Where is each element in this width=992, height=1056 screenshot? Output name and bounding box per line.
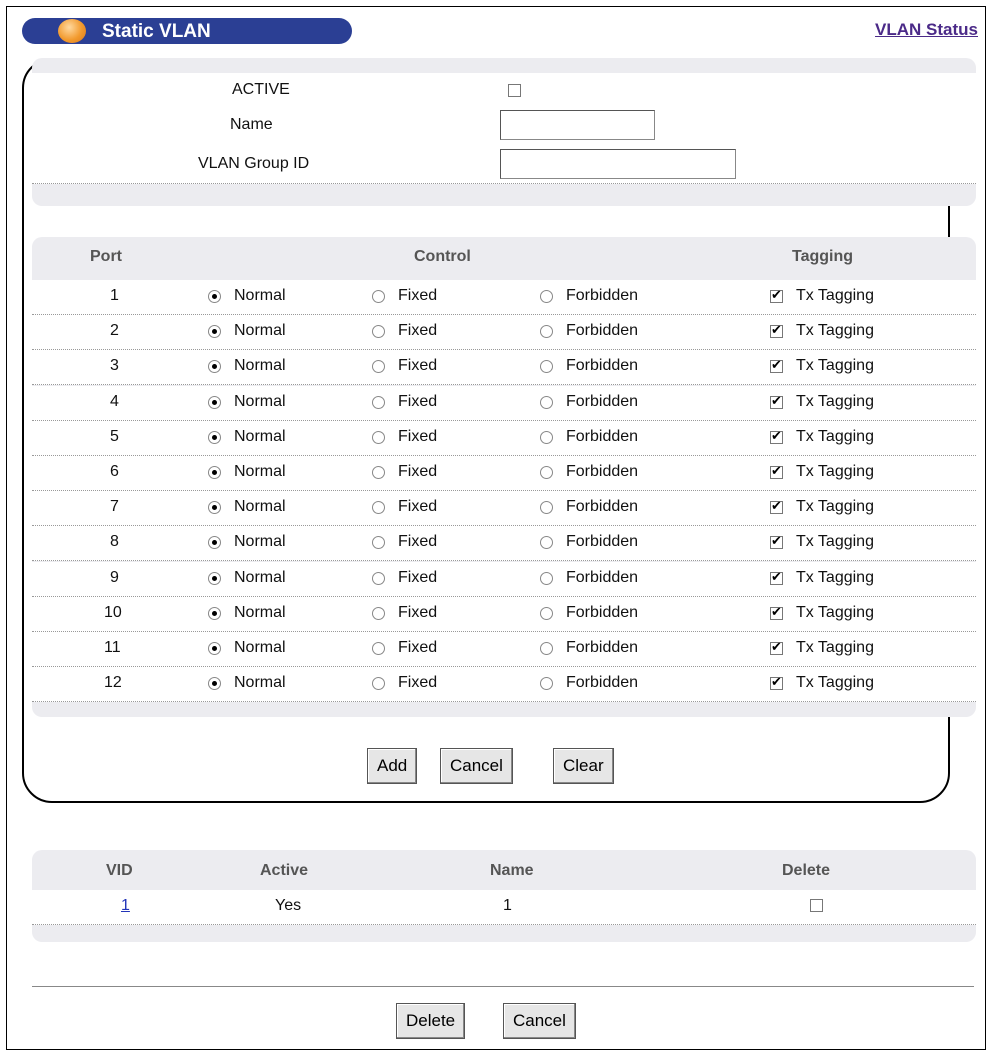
tx-tagging-checkbox[interactable]	[770, 325, 783, 338]
fixed-label: Fixed	[398, 427, 438, 445]
active-row	[32, 73, 976, 109]
forbidden-radio[interactable]	[540, 466, 553, 479]
normal-radio[interactable]	[208, 536, 221, 549]
fixed-radio[interactable]	[372, 677, 385, 690]
port-row	[32, 421, 976, 456]
fixed-label: Fixed	[398, 639, 438, 656]
port-number: 4	[110, 392, 119, 410]
tx-tagging-checkbox[interactable]	[770, 642, 783, 655]
normal-radio[interactable]	[208, 642, 221, 655]
forbidden-radio[interactable]	[540, 642, 553, 655]
fixed-radio[interactable]	[372, 501, 385, 514]
fixed-label: Fixed	[398, 357, 438, 375]
group-id-input[interactable]	[500, 149, 736, 179]
port-row	[32, 667, 976, 702]
port-number: 12	[104, 674, 122, 692]
fixed-label: Fixed	[398, 287, 438, 304]
forbidden-radio[interactable]	[540, 607, 553, 620]
port-number: 8	[110, 533, 119, 551]
tx-tagging-label: Tx Tagging	[796, 287, 874, 304]
vid-header: VID	[106, 862, 133, 879]
tx-tagging-label: Tx Tagging	[796, 533, 874, 551]
tagging-header: Tagging	[792, 248, 854, 265]
fixed-radio[interactable]	[372, 396, 385, 409]
forbidden-radio[interactable]	[540, 501, 553, 514]
tx-tagging-checkbox[interactable]	[770, 290, 783, 303]
name-row	[32, 108, 976, 144]
normal-label: Normal	[234, 568, 286, 586]
normal-radio[interactable]	[208, 501, 221, 514]
normal-label: Normal	[234, 287, 286, 304]
port-row	[32, 456, 976, 491]
fixed-label: Fixed	[398, 498, 438, 516]
group-id-row	[32, 143, 976, 184]
tx-tagging-checkbox[interactable]	[770, 396, 783, 409]
fixed-label: Fixed	[398, 392, 438, 410]
forbidden-label: Forbidden	[566, 498, 639, 516]
normal-radio[interactable]	[208, 396, 221, 409]
fixed-label: Fixed	[398, 322, 438, 340]
orb-icon	[58, 19, 86, 43]
fixed-label: Fixed	[398, 568, 438, 586]
fixed-radio[interactable]	[372, 572, 385, 585]
bottom-cancel-button[interactable]: Cancel	[503, 1003, 576, 1039]
port-header: Port	[90, 248, 122, 265]
active-label: ACTIVE	[232, 81, 290, 98]
forbidden-label: Forbidden	[566, 392, 639, 410]
port-number: 9	[110, 568, 119, 586]
port-row	[32, 350, 976, 385]
fixed-radio[interactable]	[372, 431, 385, 444]
normal-radio[interactable]	[208, 360, 221, 373]
vlan-name-value: 1	[503, 897, 512, 914]
fixed-label: Fixed	[398, 463, 438, 480]
vid-link[interactable]: 1	[121, 897, 130, 914]
port-row	[32, 597, 976, 632]
forbidden-radio[interactable]	[540, 290, 553, 303]
tx-tagging-label: Tx Tagging	[796, 427, 874, 445]
active-header: Active	[260, 862, 309, 879]
forbidden-label: Forbidden	[566, 427, 639, 445]
forbidden-label: Forbidden	[566, 568, 639, 586]
port-row	[32, 632, 976, 667]
forbidden-radio[interactable]	[540, 396, 553, 409]
fixed-radio[interactable]	[372, 360, 385, 373]
normal-label: Normal	[234, 322, 286, 340]
forbidden-radio[interactable]	[540, 360, 553, 373]
normal-radio[interactable]	[208, 572, 221, 585]
title-bar	[22, 18, 352, 44]
normal-label: Normal	[234, 498, 286, 516]
forbidden-radio[interactable]	[540, 677, 553, 690]
port-row	[32, 386, 976, 421]
port-row	[32, 526, 976, 561]
normal-radio[interactable]	[208, 466, 221, 479]
tx-tagging-label: Tx Tagging	[796, 357, 874, 375]
vlan-row	[32, 890, 976, 925]
port-number: 11	[104, 639, 121, 656]
normal-radio[interactable]	[208, 677, 221, 690]
normal-label: Normal	[234, 357, 286, 375]
normal-radio[interactable]	[208, 325, 221, 338]
forbidden-label: Forbidden	[566, 463, 639, 480]
normal-label: Normal	[234, 533, 286, 551]
normal-label: Normal	[234, 463, 286, 480]
port-row	[32, 315, 976, 350]
active-checkbox[interactable]	[508, 84, 521, 97]
normal-label: Normal	[234, 639, 286, 656]
tx-tagging-checkbox[interactable]	[770, 607, 783, 620]
port-number: 10	[104, 603, 122, 621]
tx-tagging-checkbox[interactable]	[770, 466, 783, 479]
group-id-label: VLAN Group ID	[198, 155, 310, 172]
vlan-status-link[interactable]: VLAN Status	[875, 20, 978, 39]
normal-label: Normal	[234, 674, 286, 692]
port-number: 2	[110, 322, 119, 340]
cancel-button[interactable]: Cancel	[440, 748, 513, 784]
page-title: Static VLAN	[102, 21, 211, 42]
port-number: 3	[110, 357, 119, 375]
tx-tagging-checkbox[interactable]	[770, 501, 783, 514]
add-button[interactable]: Add	[367, 748, 417, 784]
tx-tagging-checkbox[interactable]	[770, 536, 783, 549]
fixed-label: Fixed	[398, 603, 438, 621]
delete-checkbox[interactable]	[810, 899, 823, 912]
divider	[32, 986, 974, 987]
tx-tagging-label: Tx Tagging	[796, 392, 874, 410]
fixed-radio[interactable]	[372, 536, 385, 549]
normal-label: Normal	[234, 427, 286, 445]
fixed-radio[interactable]	[372, 290, 385, 303]
normal-radio[interactable]	[208, 290, 221, 303]
tx-tagging-label: Tx Tagging	[796, 603, 874, 621]
forbidden-label: Forbidden	[566, 357, 639, 375]
name-label: Name	[230, 116, 273, 133]
port-number: 1	[110, 287, 119, 304]
forbidden-label: Forbidden	[566, 674, 639, 692]
forbidden-radio[interactable]	[540, 572, 553, 585]
name-header: Name	[490, 862, 534, 879]
fixed-radio[interactable]	[372, 325, 385, 338]
port-number: 5	[110, 427, 119, 445]
forbidden-label: Forbidden	[566, 533, 639, 551]
tx-tagging-label: Tx Tagging	[796, 674, 874, 692]
delete-header: Delete	[782, 862, 831, 879]
normal-radio[interactable]	[208, 431, 221, 444]
forbidden-radio[interactable]	[540, 536, 553, 549]
forbidden-radio[interactable]	[540, 325, 553, 338]
port-row	[32, 280, 976, 315]
normal-radio[interactable]	[208, 607, 221, 620]
clear-button[interactable]: Clear	[553, 748, 614, 784]
tx-tagging-label: Tx Tagging	[796, 639, 874, 656]
delete-button[interactable]: Delete	[396, 1003, 465, 1039]
port-row	[32, 562, 976, 597]
port-row	[32, 491, 976, 526]
fixed-radio[interactable]	[372, 607, 385, 620]
name-input[interactable]	[500, 110, 655, 140]
tx-tagging-label: Tx Tagging	[796, 322, 874, 340]
normal-label: Normal	[234, 392, 286, 410]
normal-label: Normal	[234, 603, 286, 621]
tx-tagging-checkbox[interactable]	[770, 572, 783, 585]
forbidden-radio[interactable]	[540, 431, 553, 444]
tx-tagging-checkbox[interactable]	[770, 431, 783, 444]
fixed-radio[interactable]	[372, 466, 385, 479]
fixed-label: Fixed	[398, 674, 438, 692]
control-header: Control	[414, 248, 471, 265]
fixed-radio[interactable]	[372, 642, 385, 655]
vlan-active-value: Yes	[275, 897, 302, 914]
port-number: 7	[110, 498, 119, 516]
forbidden-label: Forbidden	[566, 287, 639, 304]
port-number: 6	[110, 463, 119, 480]
fixed-label: Fixed	[398, 533, 438, 551]
forbidden-label: Forbidden	[566, 322, 639, 340]
tx-tagging-checkbox[interactable]	[770, 360, 783, 373]
tx-tagging-checkbox[interactable]	[770, 677, 783, 690]
forbidden-label: Forbidden	[566, 603, 639, 621]
tx-tagging-label: Tx Tagging	[796, 463, 874, 480]
forbidden-label: Forbidden	[566, 639, 639, 656]
tx-tagging-label: Tx Tagging	[796, 568, 874, 586]
tx-tagging-label: Tx Tagging	[796, 498, 874, 516]
